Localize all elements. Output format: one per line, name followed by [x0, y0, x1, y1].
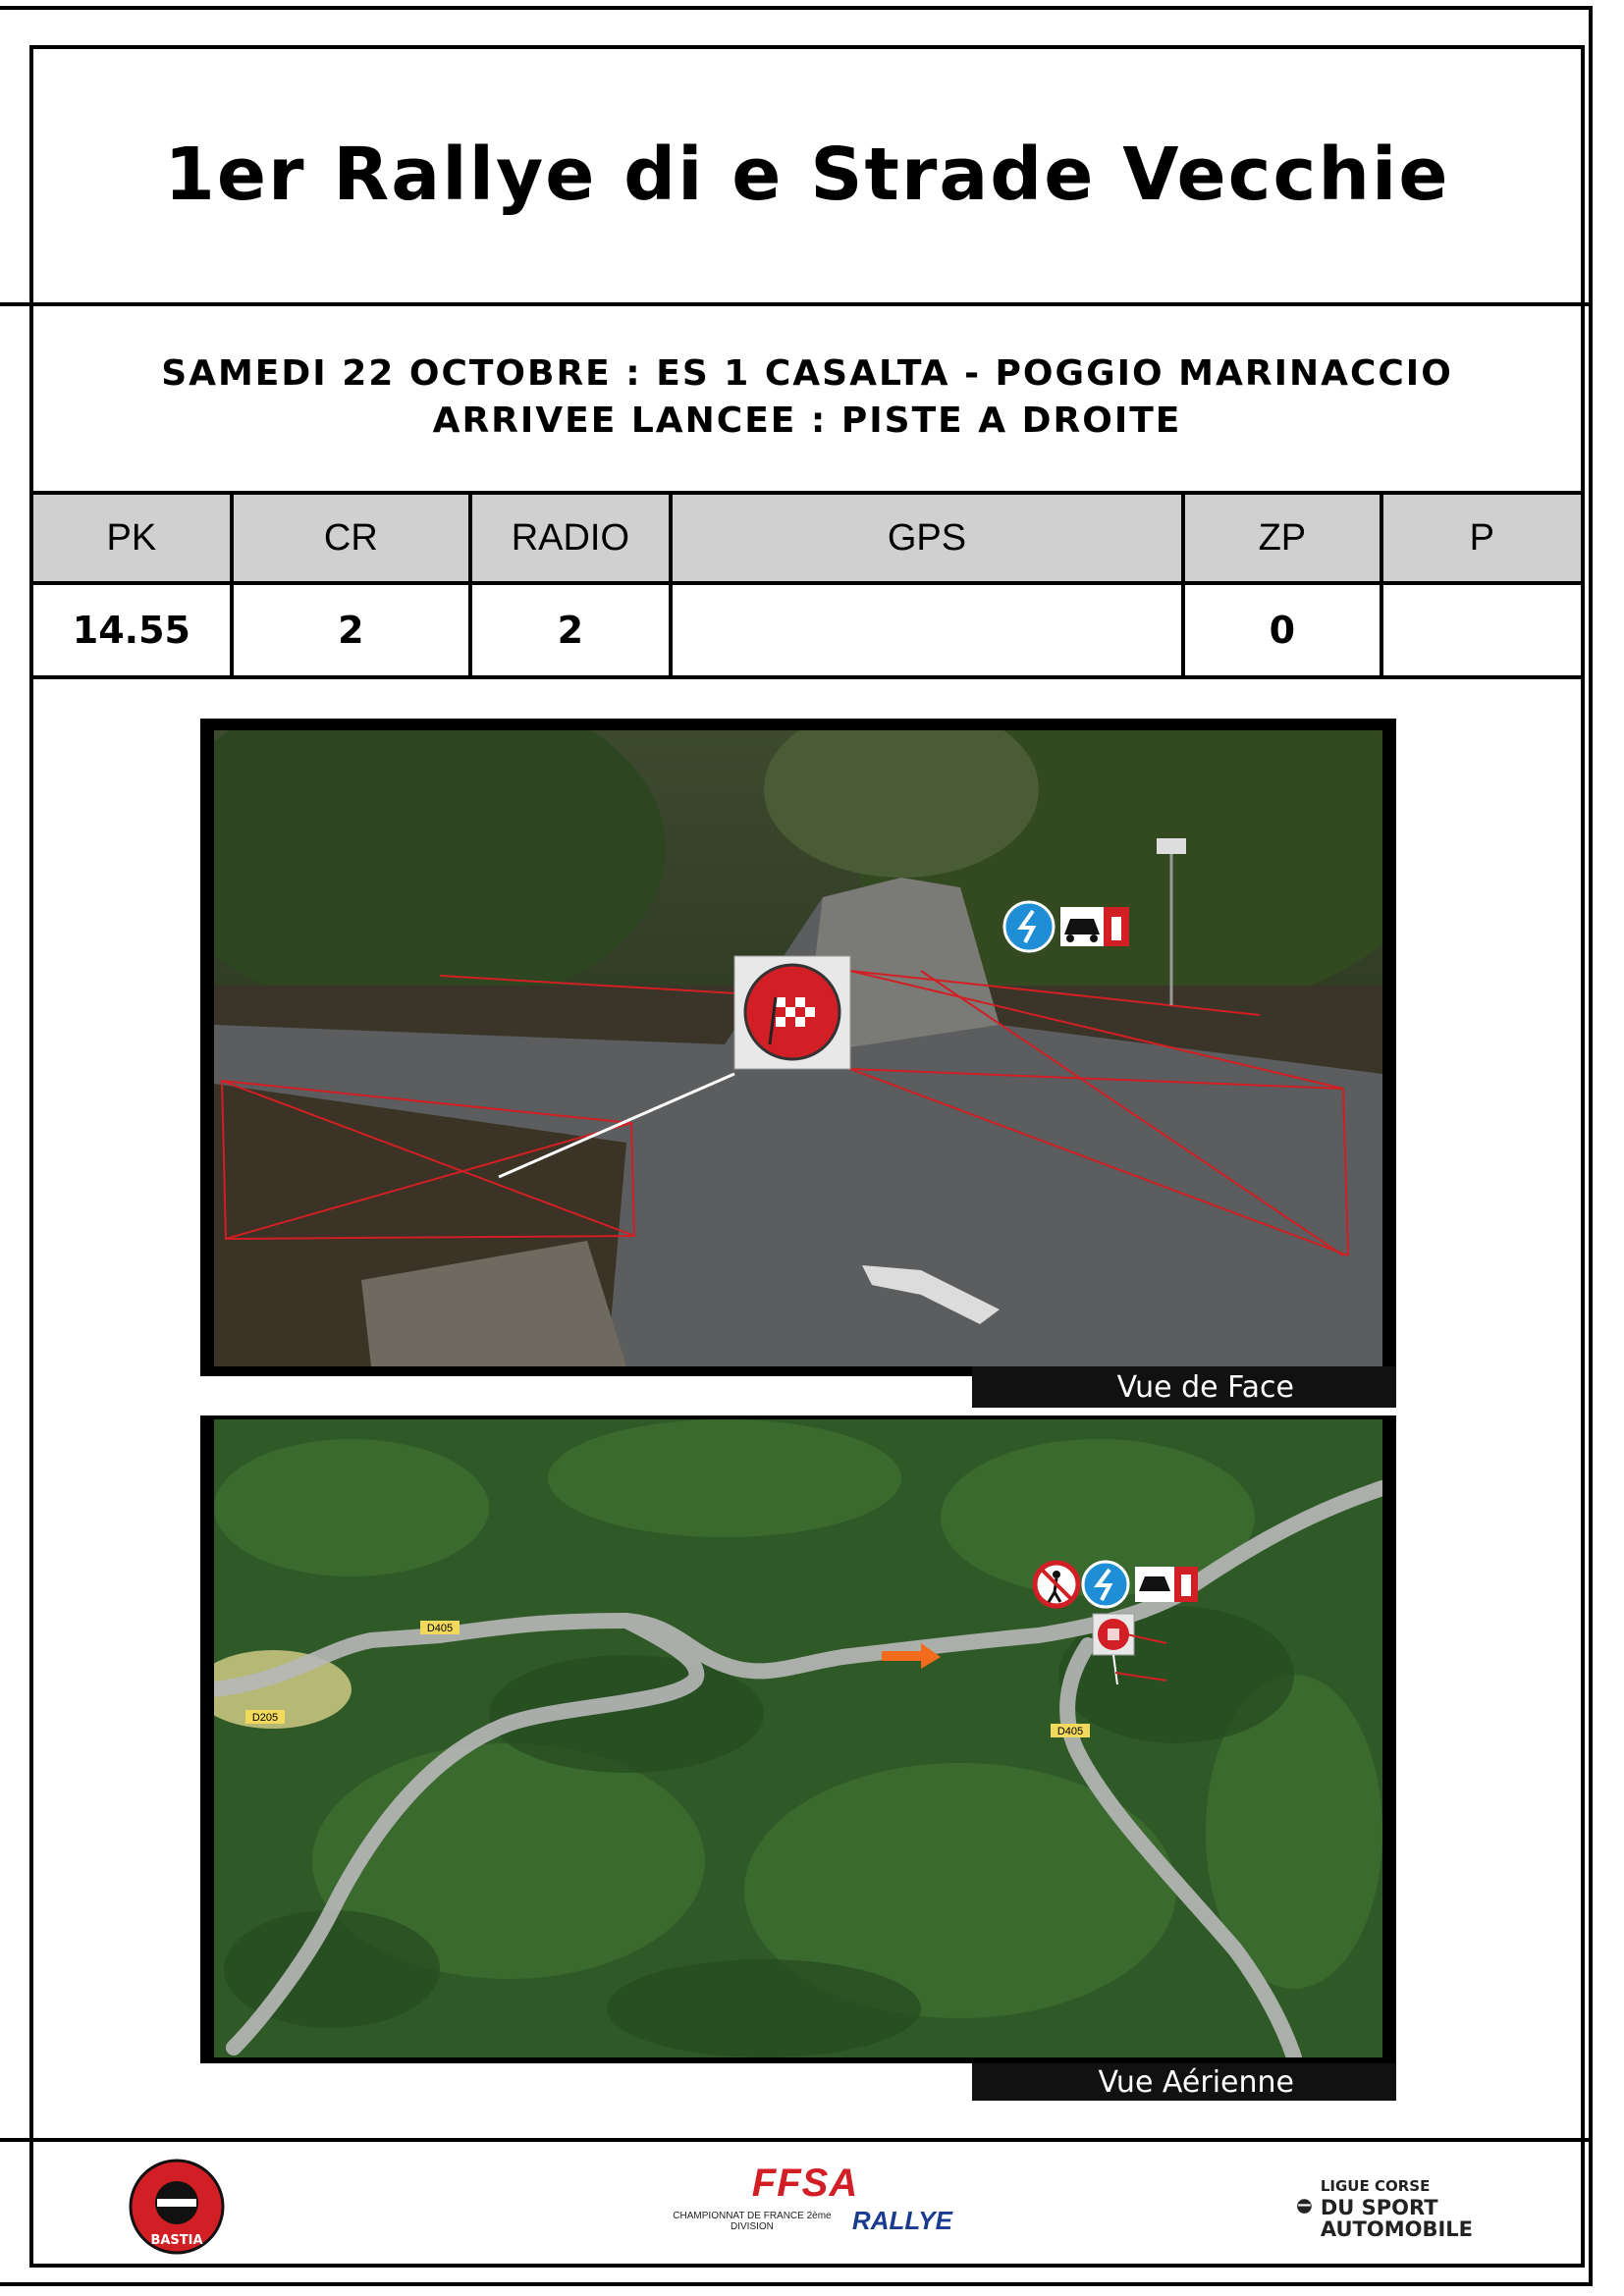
svg-text:D205: D205	[251, 1712, 279, 1724]
fire-extinguisher-icon	[1104, 907, 1129, 946]
header-pk: PK	[31, 493, 232, 583]
header-p: P	[1381, 493, 1583, 583]
radio-icon	[1083, 1562, 1128, 1607]
checkered-flag-icon	[734, 956, 850, 1069]
footer	[29, 2140, 1585, 2268]
aerial-view-photo	[200, 1415, 1396, 2063]
svg-text:D405: D405	[426, 1623, 454, 1634]
value-p	[1381, 583, 1583, 677]
road-label-d405	[1051, 1724, 1090, 1737]
page-title: 1er Rallye di e Strade Vecchie	[164, 133, 1450, 217]
front-view-caption: Vue de Face	[972, 1366, 1396, 1408]
ffsa-sub: CHAMPIONNAT DE FRANCE 2ème DIVISION	[673, 2210, 832, 2232]
road-label-d205	[245, 1710, 285, 1724]
asa-bastia-logo	[128, 2158, 226, 2256]
value-cr: 2	[232, 583, 470, 677]
table-header-row	[31, 493, 1583, 583]
ligue-corse-logo: LIGUE CORSE DU SPORT AUTOMOBILE	[1296, 2165, 1473, 2250]
aerial-view-caption: Vue Aérienne	[972, 2063, 1396, 2101]
value-pk: 14.55	[31, 583, 232, 677]
front-view-scene	[214, 730, 1382, 1366]
car-icon	[1060, 907, 1104, 946]
header-radio: RADIO	[470, 493, 671, 583]
header-gps: GPS	[671, 493, 1183, 583]
road-label-d405	[420, 1621, 460, 1634]
value-zp: 0	[1183, 583, 1380, 677]
stage-line-2: ARRIVEE LANCEE : PISTE A DROITE	[432, 400, 1182, 441]
fire-extinguisher-icon	[1174, 1567, 1198, 1602]
radio-icon	[1004, 902, 1054, 951]
aerial-view-map	[214, 1419, 1382, 2057]
stage-line-1: SAMEDI 22 OCTOBRE : ES 1 CASALTA - POGGIO MARINACCIO	[161, 353, 1453, 394]
car-icon	[1135, 1567, 1174, 1602]
table-row	[31, 583, 1583, 677]
header-cr: CR	[232, 493, 470, 583]
ffsa-rallye: RALLYE	[851, 2206, 952, 2235]
stage-info	[29, 304, 1585, 491]
svg-text:D405: D405	[1056, 1726, 1084, 1737]
svg-text:BASTIA: BASTIA	[150, 2233, 203, 2248]
info-table	[29, 491, 1585, 679]
moor-head-icon	[1296, 2178, 1313, 2237]
no-pedestrian-icon	[1035, 1563, 1078, 1606]
value-radio: 2	[470, 583, 671, 677]
value-gps	[671, 583, 1183, 677]
front-view-photo	[200, 719, 1396, 1376]
header-zp: ZP	[1183, 493, 1380, 583]
ffsa-logo: FFSA CHAMPIONNAT DE FRANCE 2ème DIVISION RALLYE	[658, 2162, 952, 2250]
